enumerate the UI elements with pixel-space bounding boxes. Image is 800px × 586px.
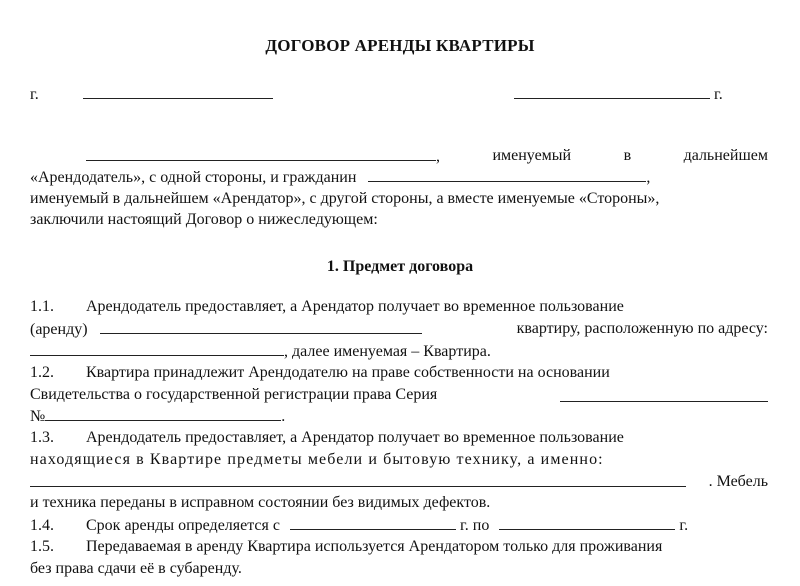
clause-text: Арендодатель предоставляет, а Арендатор получает во временное пользование: [86, 298, 624, 315]
clause-1-1-line-2: [30, 319, 768, 340]
lease-end-blank: [499, 515, 675, 530]
date-blank: [514, 84, 710, 99]
clause-number: 1.1.: [30, 298, 54, 315]
certificate-series-blank: [560, 387, 768, 402]
clause-number: 1.3.: [30, 429, 54, 446]
intro-l2-text: «Арендодатель», с одной стороны, и гражданин: [30, 169, 357, 186]
clause-text: (аренду): [30, 321, 88, 338]
clause-1-1-line-1: [30, 297, 768, 317]
clause-number: 1.4.: [30, 517, 54, 534]
tenant-name-blank: [368, 167, 646, 182]
document-title: ДОГОВОР АРЕНДЫ КВАРТИРЫ: [265, 36, 535, 55]
certificate-number-blank: [45, 406, 281, 421]
clause-1-3-line-2: [30, 450, 768, 470]
clause-text: Квартира принадлежит Арендодателю на праве собственности на основании: [86, 364, 610, 381]
rent-object-blank: [100, 319, 422, 334]
clause-1-3-line-4: и техника переданы в исправном состоянии без видимых дефектов.: [30, 494, 491, 511]
clause-1-2-line-2: [30, 385, 768, 405]
intro-comma: ,: [436, 148, 440, 165]
intro-word-further: дальнейшем: [683, 147, 768, 164]
landlord-name-blank: [86, 146, 436, 161]
clause-text: Передаваемая в аренду Квартира используется Арендатором только для проживания: [86, 538, 663, 555]
lease-start-blank: [290, 515, 456, 530]
intro-word-in: в: [623, 147, 632, 164]
intro-word-named: именуемый: [492, 147, 572, 164]
clause-1-5-line-1: [30, 537, 768, 557]
city-prefix: г.: [30, 86, 39, 103]
intro-line-4: заключили настоящий Договор о нижеследующем:: [30, 211, 378, 228]
section-1-heading: 1. Предмет договора: [326, 258, 474, 275]
city-blank: [83, 84, 273, 99]
place-date-line: [30, 84, 768, 105]
clause-1-5-line-2: без права сдачи её в субаренду.: [30, 560, 242, 577]
clause-text: .: [281, 408, 286, 425]
intro-l2-comma: ,: [646, 169, 651, 186]
clause-text: находящиеся в Квартире предметы мебели и бытовую технику, а именно:: [30, 451, 604, 468]
clause-1-4-line-1: [30, 515, 768, 536]
clause-1-3-line-3: [30, 472, 768, 493]
clause-number: 1.2.: [30, 364, 54, 381]
furniture-list-blank: [30, 472, 686, 487]
intro-line-1: [30, 146, 768, 167]
address-blank: [30, 341, 284, 356]
clause-text: , далее именуемая – Квартира.: [284, 343, 491, 360]
clause-text: Свидетельства о государственной регистрации права Серия: [30, 386, 438, 403]
clause-text: . Мебель: [708, 473, 768, 490]
clause-1-1-line-3: [30, 341, 768, 362]
date-suffix: г.: [714, 86, 723, 103]
clause-number: 1.5.: [30, 538, 54, 555]
clause-text: №: [30, 408, 46, 425]
intro-line-3: именуемый в дальнейшем «Арендатор», с другой стороны, а вместе именуемые «Стороны»,: [30, 190, 660, 207]
clause-text: г.: [679, 517, 689, 534]
intro-line-2: [30, 167, 768, 188]
clause-1-2-line-1: [30, 363, 768, 383]
clause-text: квартиру, расположенную по адресу:: [516, 320, 768, 337]
clause-text: г. по: [460, 517, 490, 534]
clause-text: Арендодатель предоставляет, а Арендатор получает во временное пользование: [86, 429, 624, 446]
clause-1-2-line-3: [30, 406, 768, 427]
clause-text: Срок аренды определяется с: [86, 517, 280, 534]
clause-1-3-line-1: [30, 428, 768, 448]
